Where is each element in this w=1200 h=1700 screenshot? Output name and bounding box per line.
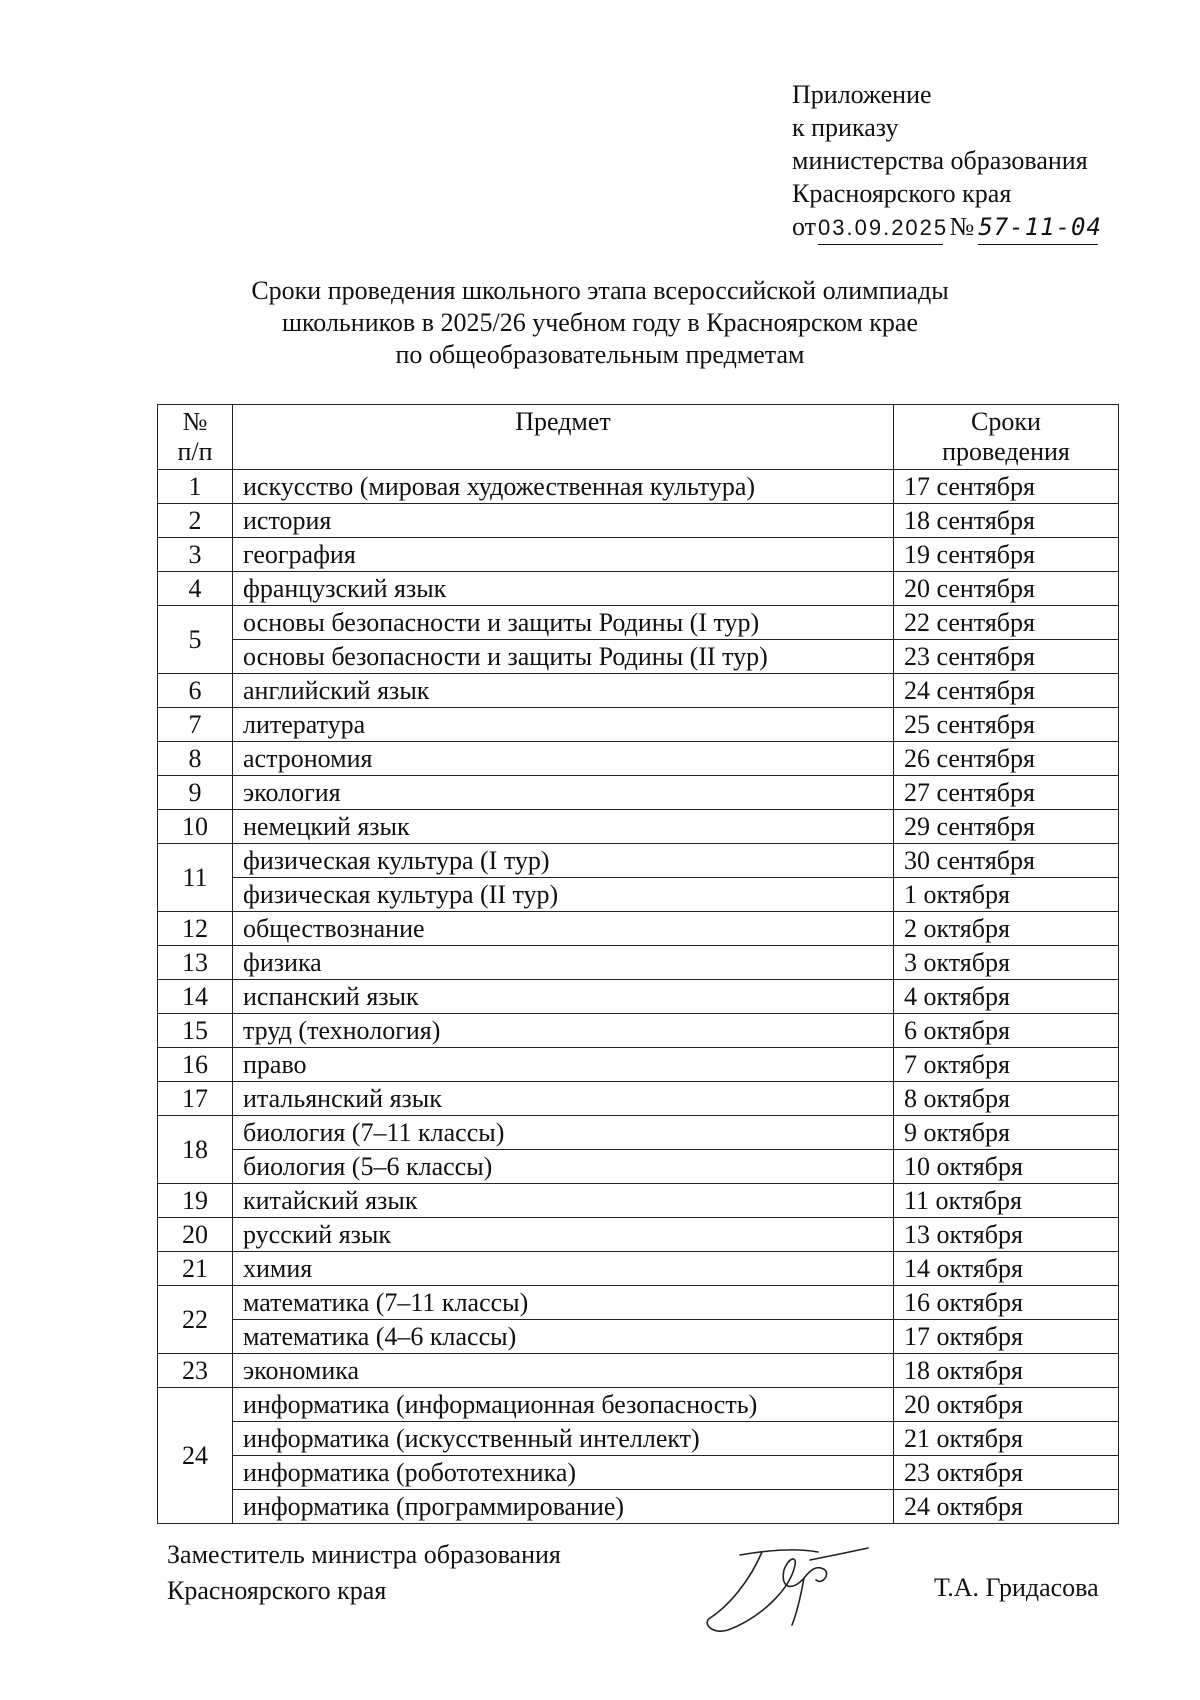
subject-cell: математика (4–6 классы) <box>233 1320 894 1354</box>
footer-position <box>167 1537 561 1609</box>
order-date: 03.09.2025 <box>818 211 943 245</box>
date-cell: 17 сентября <box>894 470 1119 504</box>
subject-cell: информатика (искусственный интеллект) <box>233 1422 894 1456</box>
subject-cell: литература <box>233 708 894 742</box>
date-cell: 24 октября <box>894 1490 1119 1524</box>
date-cell: 14 октября <box>894 1252 1119 1286</box>
table-row <box>158 1014 1119 1048</box>
table-row <box>158 1320 1119 1354</box>
header-subject: Предмет <box>233 405 894 470</box>
subject-cell: испанский язык <box>233 980 894 1014</box>
date-cell: 18 октября <box>894 1354 1119 1388</box>
row-number: 16 <box>158 1048 233 1082</box>
date-cell: 25 сентября <box>894 708 1119 742</box>
date-cell: 22 сентября <box>894 606 1119 640</box>
schedule-body <box>158 470 1119 1524</box>
subject-cell: биология (5–6 классы) <box>233 1150 894 1184</box>
row-number: 8 <box>158 742 233 776</box>
header-dates-line1: Сроки <box>971 407 1041 436</box>
row-number: 10 <box>158 810 233 844</box>
row-number: 6 <box>158 674 233 708</box>
table-row <box>158 1218 1119 1252</box>
subject-cell: экономика <box>233 1354 894 1388</box>
header-dates <box>894 405 1119 470</box>
row-number: 1 <box>158 470 233 504</box>
date-cell: 21 октября <box>894 1422 1119 1456</box>
date-cell: 20 октября <box>894 1388 1119 1422</box>
row-number: 20 <box>158 1218 233 1252</box>
row-number: 5 <box>158 606 233 674</box>
row-number: 7 <box>158 708 233 742</box>
date-cell: 27 сентября <box>894 776 1119 810</box>
table-row <box>158 606 1119 640</box>
table-row <box>158 810 1119 844</box>
table-row <box>158 640 1119 674</box>
table-row <box>158 844 1119 878</box>
title-line-2: школьников в 2025/26 учебном году в Красноярском крае <box>281 308 919 337</box>
subject-cell: итальянский язык <box>233 1082 894 1116</box>
table-row <box>158 878 1119 912</box>
table-row <box>158 912 1119 946</box>
table-row <box>158 946 1119 980</box>
row-number: 4 <box>158 572 233 606</box>
table-row <box>158 776 1119 810</box>
table-row <box>158 1286 1119 1320</box>
subject-cell: китайский язык <box>233 1184 894 1218</box>
table-row <box>158 1082 1119 1116</box>
subject-cell: история <box>233 504 894 538</box>
schedule-table <box>157 404 1119 1524</box>
subject-cell: основы безопасности и защиты Родины (II тур) <box>233 640 894 674</box>
table-row <box>158 1456 1119 1490</box>
table-row <box>158 1048 1119 1082</box>
table-row <box>158 504 1119 538</box>
order-line <box>792 210 1102 245</box>
table-row <box>158 1116 1119 1150</box>
subject-cell: русский язык <box>233 1218 894 1252</box>
row-number: 2 <box>158 504 233 538</box>
date-cell: 10 октября <box>894 1150 1119 1184</box>
date-cell: 6 октября <box>894 1014 1119 1048</box>
subject-cell: право <box>233 1048 894 1082</box>
header-number-line2: п/п <box>177 437 213 466</box>
subject-cell: информатика (робототехника) <box>233 1456 894 1490</box>
table-row <box>158 742 1119 776</box>
date-cell: 17 октября <box>894 1320 1119 1354</box>
subject-cell: физическая культура (II тур) <box>233 878 894 912</box>
date-cell: 7 октября <box>894 1048 1119 1082</box>
date-cell: 3 октября <box>894 946 1119 980</box>
subject-cell: физика <box>233 946 894 980</box>
row-number: 19 <box>158 1184 233 1218</box>
date-cell: 18 сентября <box>894 504 1119 538</box>
subject-cell: астрономия <box>233 742 894 776</box>
row-number: 3 <box>158 538 233 572</box>
subject-cell: информатика (программирование) <box>233 1490 894 1524</box>
table-row <box>158 1490 1119 1524</box>
date-cell: 4 октября <box>894 980 1119 1014</box>
date-cell: 16 октября <box>894 1286 1119 1320</box>
position-line-2: Красноярского края <box>167 1576 387 1605</box>
table-row <box>158 538 1119 572</box>
table-header-row <box>158 405 1119 470</box>
handwritten-signature <box>700 1530 870 1640</box>
header-dates-line2: проведения <box>942 437 1070 466</box>
date-cell: 26 сентября <box>894 742 1119 776</box>
header-number <box>158 405 233 470</box>
date-cell: 9 октября <box>894 1116 1119 1150</box>
subject-cell: биология (7–11 классы) <box>233 1116 894 1150</box>
date-cell: 24 сентября <box>894 674 1119 708</box>
table-row <box>158 1252 1119 1286</box>
row-number: 24 <box>158 1388 233 1524</box>
subject-cell: география <box>233 538 894 572</box>
order-prefix: от <box>792 212 817 241</box>
row-number: 22 <box>158 1286 233 1354</box>
date-cell: 19 сентября <box>894 538 1119 572</box>
date-cell: 20 сентября <box>894 572 1119 606</box>
table-row <box>158 674 1119 708</box>
appendix-line-4: Красноярского края <box>792 179 1012 208</box>
row-number: 15 <box>158 1014 233 1048</box>
subject-cell: информатика (информационная безопасность) <box>233 1388 894 1422</box>
row-number: 11 <box>158 844 233 912</box>
appendix-line-1: Приложение <box>792 80 932 109</box>
table-row <box>158 1388 1119 1422</box>
row-number: 12 <box>158 912 233 946</box>
signer-name: Т.А. Гридасова <box>934 1573 1099 1602</box>
row-number: 17 <box>158 1082 233 1116</box>
subject-cell: математика (7–11 классы) <box>233 1286 894 1320</box>
position-line-1: Заместитель министра образования <box>167 1540 561 1569</box>
date-cell: 23 октября <box>894 1456 1119 1490</box>
table-row <box>158 1184 1119 1218</box>
title-line-3: по общеобразовательным предметам <box>395 340 805 369</box>
document-title <box>150 275 1050 371</box>
row-number: 13 <box>158 946 233 980</box>
subject-cell: экология <box>233 776 894 810</box>
date-cell: 29 сентября <box>894 810 1119 844</box>
table-row <box>158 470 1119 504</box>
date-cell: 8 октября <box>894 1082 1119 1116</box>
order-number-sign: № <box>949 212 975 241</box>
header-number-line1: № <box>182 407 208 436</box>
date-cell: 2 октября <box>894 912 1119 946</box>
table-row <box>158 980 1119 1014</box>
subject-cell: труд (технология) <box>233 1014 894 1048</box>
subject-cell: основы безопасности и защиты Родины (I тур) <box>233 606 894 640</box>
table-row <box>158 572 1119 606</box>
row-number: 18 <box>158 1116 233 1184</box>
date-cell: 11 октября <box>894 1184 1119 1218</box>
order-number: 57-11-04 <box>978 211 1098 245</box>
subject-cell: немецкий язык <box>233 810 894 844</box>
title-line-1: Сроки проведения школьного этапа всероссийской олимпиады <box>251 276 949 305</box>
date-cell: 13 октября <box>894 1218 1119 1252</box>
table-row <box>158 708 1119 742</box>
appendix-line-3: министерства образования <box>792 146 1088 175</box>
row-number: 21 <box>158 1252 233 1286</box>
date-cell: 1 октября <box>894 878 1119 912</box>
table-row <box>158 1150 1119 1184</box>
subject-cell: английский язык <box>233 674 894 708</box>
date-cell: 30 сентября <box>894 844 1119 878</box>
table-row <box>158 1354 1119 1388</box>
subject-cell: искусство (мировая художественная культура) <box>233 470 894 504</box>
row-number: 9 <box>158 776 233 810</box>
row-number: 14 <box>158 980 233 1014</box>
appendix-line-2: к приказу <box>792 113 899 142</box>
row-number: 23 <box>158 1354 233 1388</box>
appendix-block <box>792 78 1102 245</box>
subject-cell: обществознание <box>233 912 894 946</box>
date-cell: 23 сентября <box>894 640 1119 674</box>
subject-cell: физическая культура (I тур) <box>233 844 894 878</box>
subject-cell: химия <box>233 1252 894 1286</box>
table-row <box>158 1422 1119 1456</box>
subject-cell: французский язык <box>233 572 894 606</box>
